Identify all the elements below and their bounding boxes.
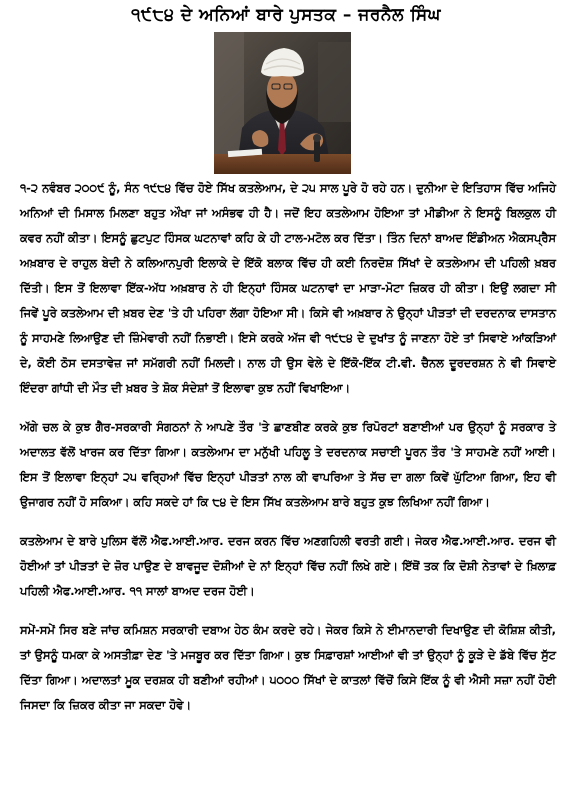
author-photo bbox=[214, 32, 351, 174]
paragraph-3: ਕਤਲੇਆਮ ਦੇ ਬਾਰੇ ਪੁਲਿਸ ਵੱਲੋਂ ਐਫ.ਆਈ.ਆਰ. ਦਰਜ ਕਰਨ ਵਿੱਚ ਅਣਗਹਿਲੀ ਵਰਤੀ ਗਈ। ਜੇਕਰ ਐਫ.ਆਈ.ਆਰ. ਦਰਜ ਵੀ ਹੋਈਆਂ ਤਾਂ ਪੀੜਤਾਂ ਦੇ ਜ਼ੋਰ ਪਾਉਣ ਦੇ ਬਾਵਜੂਦ ਦੋਸ਼ੀਆਂ ਦੇ ਨਾਂ ਇਨ੍ਹਾਂ ਵਿੱਚ ਨਹੀਂ ਲਿਖੇ ਗਏ। ਇੱਥੋਂ ਤਕ ਕਿ ਦੋਸ਼ੀ ਨੇਤਾਵਾਂ ਦੇ ਖ਼ਿਲਾਫ਼ ਪਹਿਲੀ ਐਫ.ਆਈ.ਆਰ. ੧੧ ਸਾਲਾਂ ਬਾਅਦ ਦਰਜ ਹੋਈ। bbox=[20, 534, 556, 598]
paragraph-1: ੧-੨ ਨਵੰਬਰ ੨੦੦੯ ਨੂੰ, ਸੰਨ ੧੯੮੪ ਵਿੱਚ ਹੋਏ ਸਿੱਖ ਕਤਲੇਆਮ, ਦੇ ੨੫ ਸਾਲ ਪੂਰੇ ਹੋ ਰਹੇ ਹਨ। ਦੁਨੀਆ ਦੇ ਇਤਿਹਾਸ ਵਿੱਚ ਅਜਿਹੇ ਅਨਿਆਂ ਦੀ ਮਿਸਾਲ ਮਿਲਣਾ ਬਹੁਤ ਔਖਾ ਜਾਂ ਅਸੰਭਵ ਹੀ ਹੈ। ਜਦੋਂ ਇਹ ਕਤਲੇਆਮ ਹੋਇਆ ਤਾਂ ਮੀਡੀਆ ਨੇ ਇਸਨੂੰ ਬਿਲਕੁਲ ਹੀ ਕਵਰ ਨਹੀਂ ਕੀਤਾ। ਇਸਨੂੰ ਛੁਟਪੁਟ ਹਿੰਸਕ ਘਟਨਾਵਾਂ ਕਹਿ ਕੇ ਹੀ ਟਾਲ-ਮਟੋਲ ਕਰ ਦਿੱਤਾ। ਤਿੰਨ ਦਿਨਾਂ ਬਾਅਦ ਇੰਡੀਅਨ ਐਕਸਪ੍ਰੈਸ ਅਖ਼ਬਾਰ ਦੇ ਰਾਹੁਲ ਬੇਦੀ ਨੇ ਕਲਿਆਨਪੁਰੀ ਇਲਾਕੇ ਦੇ ਇੱਕੋ ਬਲਾਕ ਵਿੱਚ ਹੀ ਕਈ ਨਿਰਦੋਸ਼ ਸਿੱਖਾਂ ਦੇ ਕਤਲੇਆਮ ਦੀ ਪਹਿਲੀ ਖ਼ਬਰ ਦਿੱਤੀ। ਇਸ ਤੋਂ ਇਲਾਵਾ ਇੱਕ-ਅੱਧ ਅਖ਼ਬਾਰ ਨੇ ਹੀ ਇਨ੍ਹਾਂ ਹਿੰਸਕ ਘਟਨਾਵਾਂ ਦਾ ਮਾੜਾ-ਮੋਟਾ ਜ਼ਿਕਰ ਹੀ ਕੀਤਾ। ਇਉਂ ਲਗਦਾ ਸੀ ਜਿਵੇਂ ਪੂਰੇ ਕਤਲੇਆਮ ਦੀ ਖ਼ਬਰ ਦੇਣ 'ਤੇ ਹੀ ਪਹਿਰਾ ਲੱਗਾ ਹੋਇਆ ਸੀ। ਕਿਸੇ ਵੀ ਅਖ਼ਬਾਰ ਨੇ ਉਨ੍ਹਾਂ ਪੀੜਤਾਂ ਦੀ ਦਰਦਨਾਕ ਦਾਸਤਾਨ ਨੂੰ ਸਾਹਮਣੇ ਲਿਆਉਣ ਦੀ ਜ਼ਿੰਮੇਵਾਰੀ ਨਹੀਂ ਨਿਭਾਈ। ਇਸੇ ਕਰਕੇ ਅੱਜ ਵੀ ੧੯੮੪ ਦੇ ਦੁਖਾਂਤ ਨੂੰ ਜਾਣਨਾ ਹੋਏ ਤਾਂ ਸਿਵਾਏ ਆਂਕੜਿਆਂ ਦੇ, ਕੋਈ ਠੋਸ ਦਸਤਾਵੇਜ਼ ਜਾਂ ਸਮੱਗਰੀ ਨਹੀਂ ਮਿਲਦੀ। ਨਾਲ ਹੀ ਉਸ ਵੇਲੇ ਦੇ ਇੱਕੋ-ਇੱਕ ਟੀ.ਵੀ. ਚੈਨਲ ਦੂਰਦਰਸ਼ਨ ਨੇ ਵੀ ਸਿਵਾਏ ਇੰਦਰਾ ਗਾਂਧੀ ਦੀ ਮੌਤ ਦੀ ਖ਼ਬਰ ਤੇ ਸ਼ੋਕ ਸੰਦੇਸ਼ਾਂ ਤੋਂ ਇਲਾਵਾ ਕੁਝ ਨਹੀਂ ਵਿਖਾਇਆ। bbox=[20, 181, 556, 395]
paragraph-4: ਸਮੇਂ-ਸਮੇਂ ਸਿਰ ਬਣੇ ਜਾਂਚ ਕਮਿਸ਼ਨ ਸਰਕਾਰੀ ਦਬਾਅ ਹੇਠ ਕੰਮ ਕਰਦੇ ਰਹੇ। ਜੇਕਰ ਕਿਸੇ ਨੇ ਈਮਾਨਦਾਰੀ ਦਿਖਾਉਣ ਦੀ ਕੋਸ਼ਿਸ਼ ਕੀਤੀ, ਤਾਂ ਉਸਨੂੰ ਧਮਕਾ ਕੇ ਅਸਤੀਫ਼ਾ ਦੇਣ 'ਤੇ ਮਜਬੂਰ ਕਰ ਦਿੱਤਾ ਗਿਆ। ਕੁਝ ਸਿਫ਼ਾਰਸ਼ਾਂ ਆਈਆਂ ਵੀ ਤਾਂ ਉਨ੍ਹਾਂ ਨੂੰ ਕੂੜੇ ਦੇ ਡੱਬੇ ਵਿੱਚ ਸੁੱਟ ਦਿੱਤਾ ਗਿਆ। ਅਦਾਲਤਾਂ ਮੂਕ ਦਰਸ਼ਕ ਹੀ ਬਣੀਆਂ ਰਹੀਆਂ। ੫੦੦੦ ਸਿੱਖਾਂ ਦੇ ਕਾਤਲਾਂ ਵਿੱਚੋਂ ਕਿਸੇ ਇੱਕ ਨੂੰ ਵੀ ਐਸੀ ਸਜ਼ਾ ਨਹੀਂ ਹੋਈ ਜਿਸਦਾ ਕਿ ਜ਼ਿਕਰ ਕੀਤਾ ਜਾ ਸਕਦਾ ਹੋਵੇ। bbox=[20, 623, 556, 712]
page-title: ੧੯੮੪ ਦੇ ਅਨਿਆਂ ਬਾਰੇ ਪੁਸਤਕ – ਜਰਨੈਲ ਸਿੰਘ bbox=[131, 5, 441, 25]
paragraph-2: ਅੱਗੇ ਚਲ ਕੇ ਕੁਝ ਗੈਰ-ਸਰਕਾਰੀ ਸੰਗਠਨਾਂ ਨੇ ਆਪਣੇ ਤੌਰ 'ਤੇ ਛਾਣਬੀਣ ਕਰਕੇ ਕੁਝ ਰਿਪੋਰਟਾਂ ਬਣਾਈਆਂ ਪਰ ਉਨ੍ਹਾਂ ਨੂੰ ਸਰਕਾਰ ਤੇ ਅਦਾਲਤ ਵੱਲੋਂ ਖਾਰਜ ਕਰ ਦਿੱਤਾ ਗਿਆ। ਕਤਲੇਆਮ ਦਾ ਮਨੁੱਖੀ ਪਹਿਲੂ ਤੇ ਦਰਦਨਾਕ ਸਚਾਈ ਪੂਰਨ ਤੌਰ 'ਤੇ ਸਾਹਮਣੇ ਨਹੀਂ ਆਈ। ਇਸ ਤੋਂ ਇਲਾਵਾ ਇਨ੍ਹਾਂ ੨੫ ਵਰ੍ਹਿਆਂ ਵਿੱਚ ਇਨ੍ਹਾਂ ਪੀੜਤਾਂ ਨਾਲ ਕੀ ਵਾਪਰਿਆ ਤੇ ਸੱਚ ਦਾ ਗਲਾ ਕਿਵੇਂ ਘੁੱਟਿਆ ਗਿਆ, ਇਹ ਵੀ ਉਜਾਗਰ ਨਹੀਂ ਹੋ ਸਕਿਆ। ਕਹਿ ਸਕਦੇ ਹਾਂ ਕਿ ੮੪ ਦੇ ਇਸ ਸਿੱਖ ਕਤਲੇਆਮ ਬਾਰੇ ਬਹੁਤ ਕੁਝ ਲਿਖਿਆ ਨਹੀਂ ਗਿਆ। bbox=[20, 420, 556, 509]
article-body bbox=[20, 176, 556, 718]
portrait-illustration bbox=[214, 32, 351, 174]
